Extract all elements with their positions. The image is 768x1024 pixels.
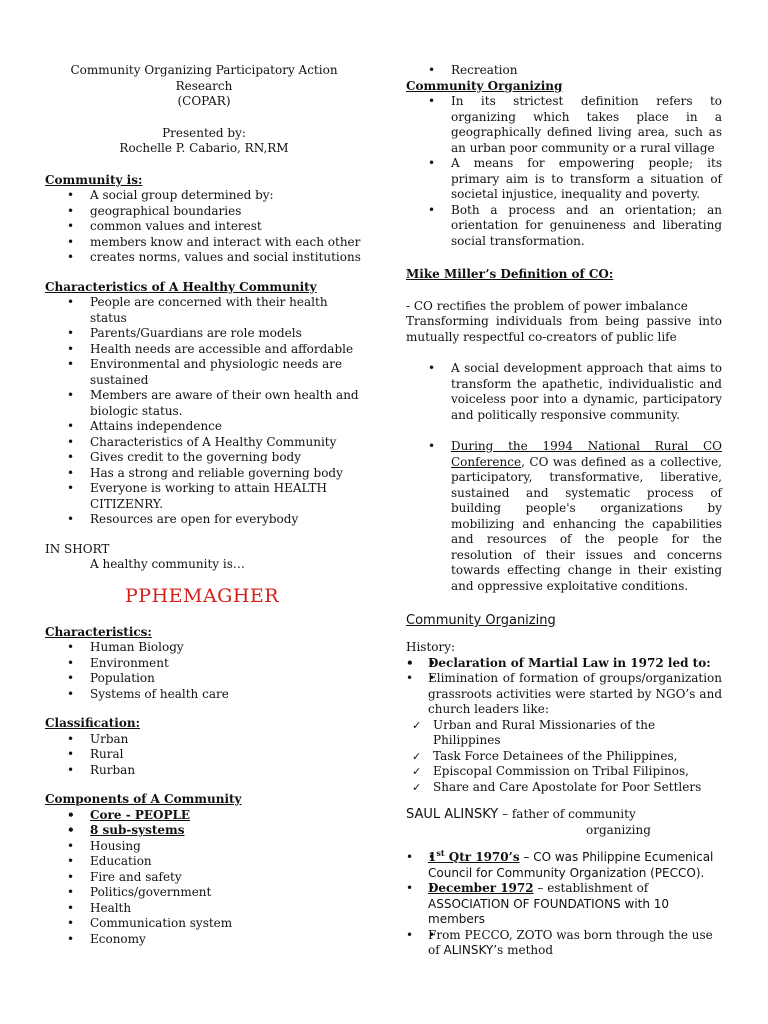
- conference-label: During the 1994 National Rural CO Conference: [451, 439, 722, 469]
- in-short: IN SHORT: [45, 541, 110, 556]
- co-heading: Community Organizing: [406, 78, 563, 93]
- list-item: • creates norms, values and social institutions: [45, 250, 363, 266]
- list-item: • A social group determined by:: [45, 188, 363, 204]
- list-item: • Systems of health care: [45, 687, 363, 703]
- list-item: [406, 439, 722, 594]
- pecco-text-a: From PECCO, ZOTO was born through the use of: [428, 927, 713, 957]
- social-dev-list: [406, 361, 722, 423]
- list-item: • A means for empowering people; its primary aim is to transform a situation of societal injustice, inequality and poverty.: [406, 156, 722, 203]
- check-list: [386, 718, 722, 796]
- list-item: • Parents/Guardians are role models: [45, 326, 363, 342]
- list-item: • members know and interact with each other: [45, 235, 363, 251]
- characteristics-list: [45, 640, 363, 702]
- characteristics-heading: Characteristics:: [45, 624, 152, 639]
- dec-text-b: ASSOCIATION OF FOUNDATIONS: [428, 896, 621, 911]
- history-label: History:: [406, 640, 456, 654]
- pecco-text-c: ’s method: [493, 943, 554, 957]
- list-item: • common values and interest: [45, 219, 363, 235]
- qtr-sup: st: [436, 848, 445, 858]
- co-list: [406, 94, 722, 249]
- list-item: • Rurban: [45, 763, 363, 779]
- doc-title: [45, 63, 363, 110]
- healthy-community-list: [45, 295, 363, 528]
- community-is-list: [45, 188, 363, 266]
- list-item: • Population: [45, 671, 363, 687]
- healthy-community-heading: Characteristics of A Healthy Community: [45, 279, 317, 294]
- qtr-text: – CO was Philippine Ecumenical Council for Community Organization (PECCO).: [428, 850, 714, 880]
- classification-list: [45, 732, 363, 779]
- list-item: • Communication system: [45, 916, 363, 932]
- miller-heading: Mike Miller’s Definition of CO:: [406, 267, 614, 281]
- title-line-1: Community Organizing Participatory Action: [70, 63, 338, 77]
- list-item: • Recreation: [406, 63, 722, 79]
- list-item: • • December 1972 – establishment of ASSOCIATION OF FOUNDATIONS with 10 members: [406, 881, 722, 928]
- list-item: • Resources are open for everybody: [45, 512, 363, 528]
- components-heading: Components of A Community: [45, 792, 242, 806]
- in-short-line: A healthy community is…: [90, 557, 245, 571]
- alinsky-rest: – father of community: [498, 807, 636, 821]
- list-item: • • Declaration of Martial Law in 1972 led to:: [406, 656, 722, 672]
- co2-heading-text: Community Organizing: [406, 613, 556, 628]
- classification-heading: Classification:: [45, 716, 141, 730]
- list-item: • Urban: [45, 732, 363, 748]
- list-item: • Human Biology: [45, 640, 363, 656]
- elimination-text: Elimination of formation of groups/organization grassroots activities were started by NGO’s and church leaders like:: [428, 671, 722, 716]
- title-line-2: Research: [175, 78, 233, 93]
- presenter-name: Rochelle P. Cabario, RN,RM: [119, 141, 289, 155]
- martial-law-text: Declaration of Martial Law in 1972 led to:: [428, 655, 711, 670]
- miller-line-2: Transforming individuals from being passive into mutually respectful co-creators of public life: [406, 314, 722, 344]
- list-item: • geographical boundaries: [45, 204, 363, 220]
- alinsky-name: SAUL ALINSKY: [406, 807, 499, 822]
- presented-by: Presented by:: [162, 125, 246, 140]
- list-item: • Everyone is working to attain HEALTH CITIZENRY.: [45, 481, 363, 512]
- alinsky-rest-2: organizing: [586, 822, 651, 837]
- list-item: • Health needs are accessible and affordable: [45, 342, 363, 358]
- pecco-text-b: ALINSKY: [443, 943, 494, 957]
- qtr-label: Qtr 1970’s: [444, 850, 520, 864]
- miller-line-1: - CO rectifies the problem of power imbalance: [406, 298, 688, 313]
- pphemagher-title: PPHEMAGHER: [125, 584, 280, 607]
- history-list: [406, 656, 722, 718]
- dec-label: December 1972: [428, 881, 534, 895]
- recreation-list: [406, 63, 722, 79]
- list-item: ✓ Task Force Detainees of the Philippines,: [386, 749, 722, 765]
- list-item: • Politics/government: [45, 885, 363, 901]
- list-item: • Fire and safety: [45, 870, 363, 886]
- list-item: • • From PECCO, ZOTO was born through the use of ALINSKY’s method: [406, 928, 722, 959]
- right-column: [406, 63, 722, 959]
- list-item: • Education: [45, 854, 363, 870]
- list-item: • Both a process and an orientation; an orientation for genuineness and liberating social transformation.: [406, 203, 722, 250]
- left-column: [45, 63, 363, 947]
- co2-heading: [406, 612, 722, 630]
- list-item: • In its strictest definition refers to organizing which takes place in a geographically defined living area, such as an urban poor community or a rural village: [406, 94, 722, 156]
- community-is-heading: Community is:: [45, 172, 143, 187]
- list-item: • People are concerned with their health status: [45, 295, 363, 326]
- title-line-3: (COPAR): [177, 94, 231, 108]
- list-item: • • 1st Qtr 1970’s – CO was Philippine Ecumenical Council for Community Organization (PECCO).: [406, 850, 722, 881]
- timeline-list: [406, 850, 722, 959]
- list-item: • Housing: [45, 839, 363, 855]
- list-item: • Environmental and physiologic needs are sustained: [45, 357, 363, 388]
- list-item: ✓ Urban and Rural Missionaries of the Philippines: [386, 718, 722, 749]
- list-item-subsystems: • 8 sub-systems: [45, 823, 363, 839]
- list-item: • A social development approach that aims to transform the apathetic, individualistic and voiceless poor into a dynamic, participatory and politically responsive community.: [406, 361, 722, 423]
- list-item: • Attains independence: [45, 419, 363, 435]
- components-list: [45, 808, 363, 948]
- list-item: ✓ Episcopal Commission on Tribal Filipinos,: [386, 764, 722, 780]
- list-item-core: • Core - PEOPLE: [45, 808, 363, 824]
- qtr-num: 1: [428, 850, 437, 864]
- list-item: • Members are aware of their own health and biologic status.: [45, 388, 363, 419]
- list-item: • Has a strong and reliable governing body: [45, 466, 363, 482]
- list-item: • • Elimination of formation of groups/organization grassroots activities were started by NGO’s and church leaders like:: [406, 671, 722, 718]
- conference-text: , CO was defined as a collective, participatory, transformative, liberative, sustained and systematic process of building people's organizations by mobilizing and enhancing the capabilities and resources of the people for the resolution of their issues and concerns towards effecting change in their existing and oppressive exploitative conditions.: [451, 454, 722, 593]
- dec-text-a: – establishment of: [533, 881, 649, 895]
- list-item: • Characteristics of A Healthy Community: [45, 435, 363, 451]
- list-item: • Gives credit to the governing body: [45, 450, 363, 466]
- list-item: • Environment: [45, 656, 363, 672]
- alinsky-line: [406, 807, 722, 823]
- conference-list: [406, 439, 722, 594]
- dec-text-c: with 10 members: [428, 896, 670, 926]
- list-item: • Health: [45, 901, 363, 917]
- list-item: • Rural: [45, 747, 363, 763]
- list-item: ✓ Share and Care Apostolate for Poor Settlers: [386, 780, 722, 796]
- list-item: • Economy: [45, 932, 363, 948]
